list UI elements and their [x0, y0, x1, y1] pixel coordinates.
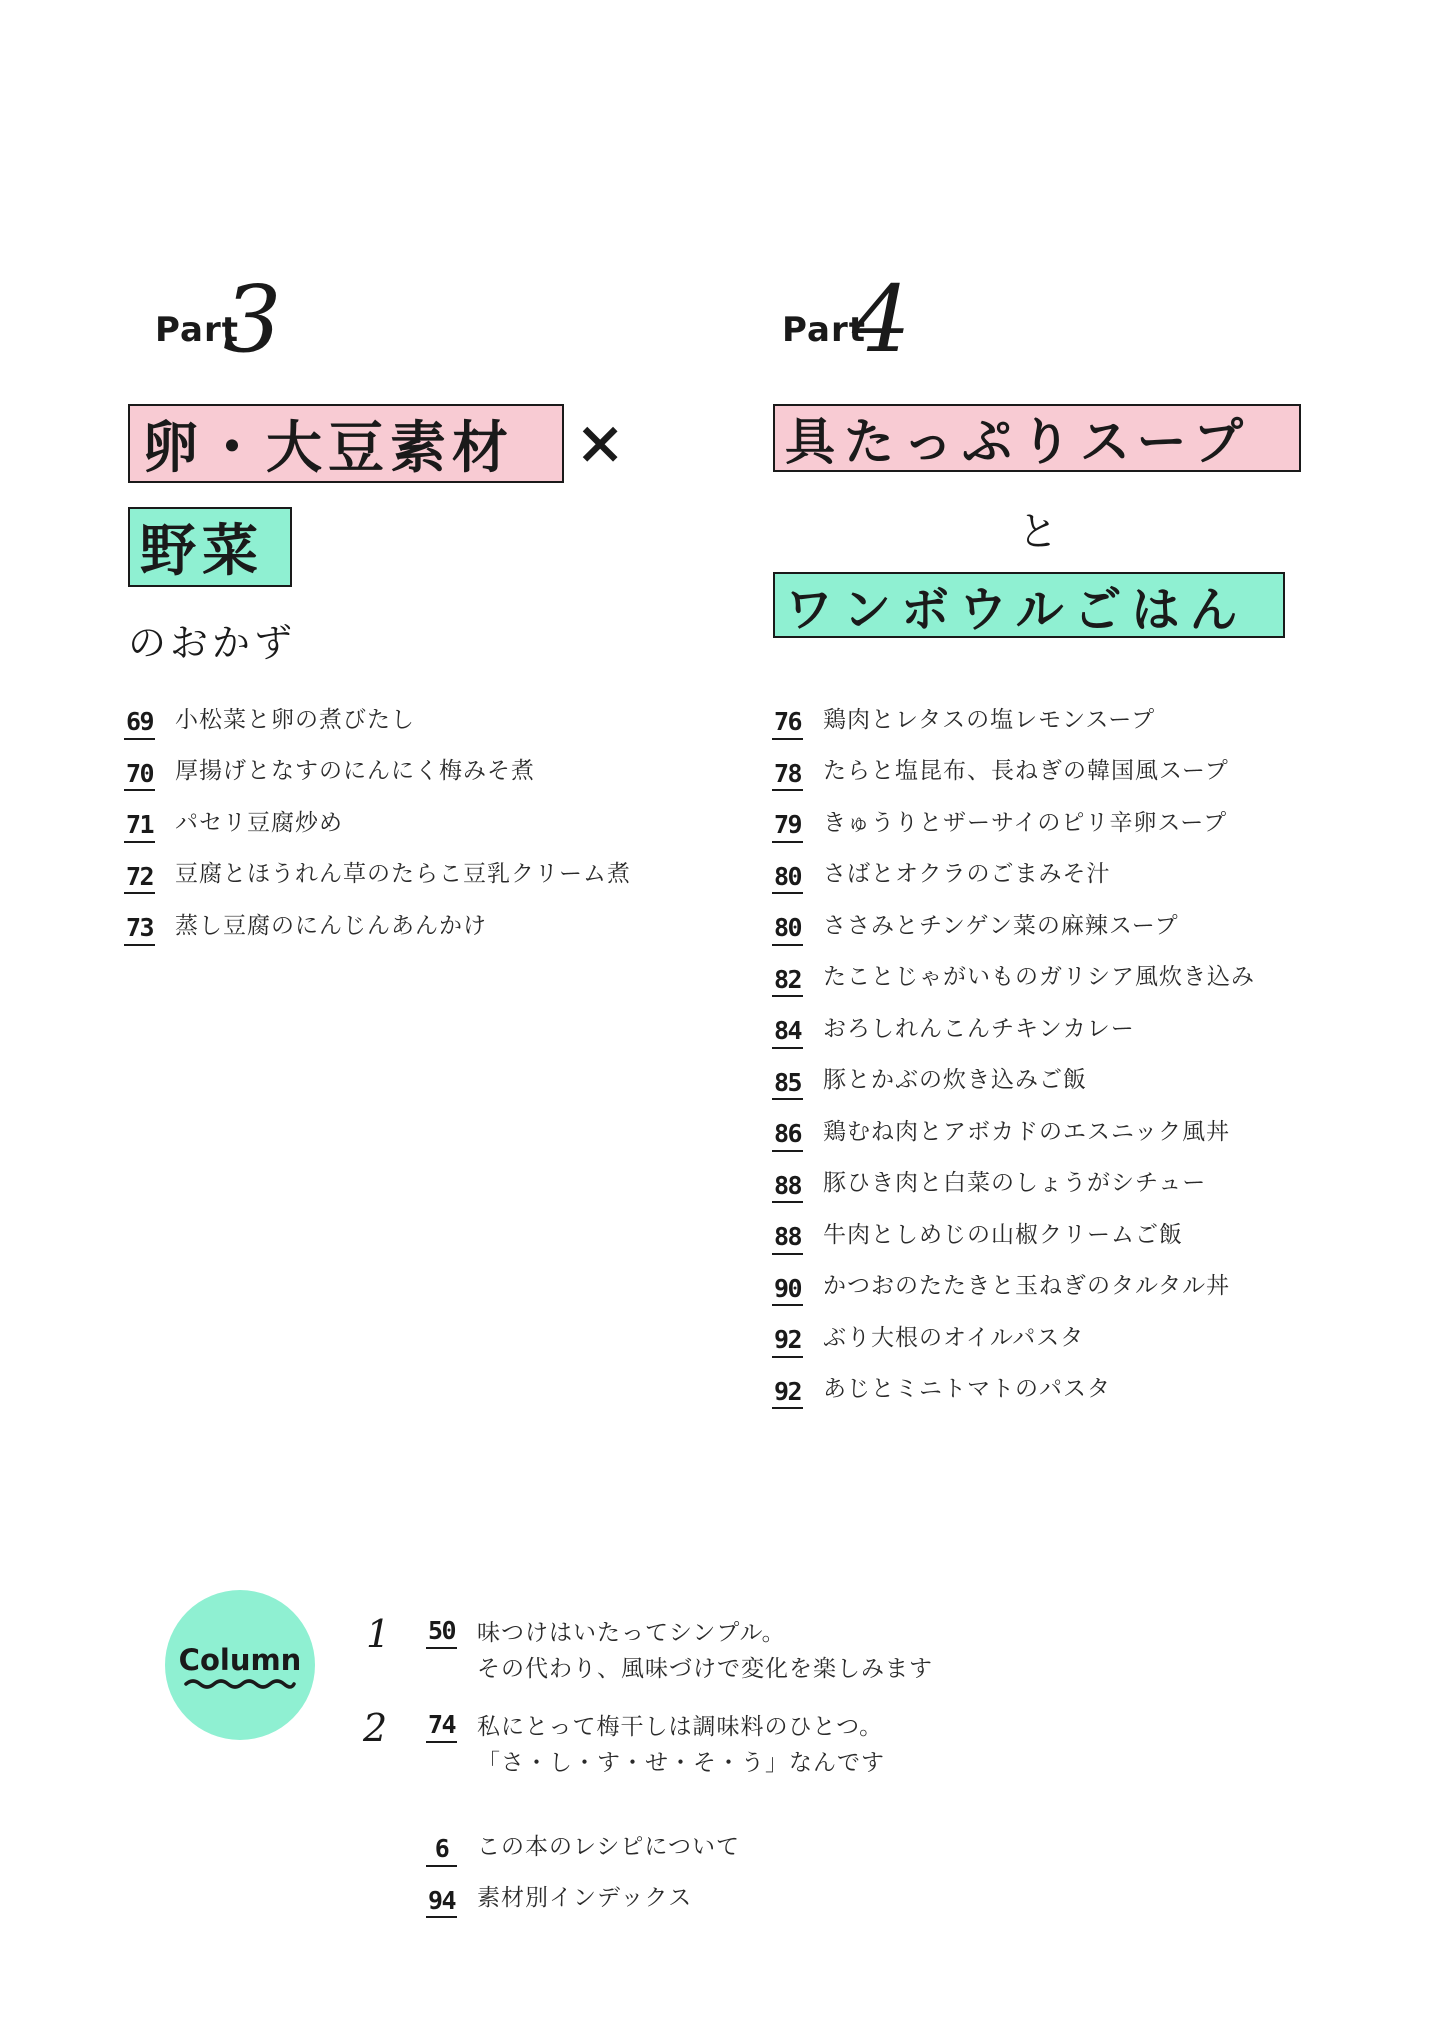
part3-label: Part: [155, 310, 239, 350]
page-number: 88: [772, 1223, 803, 1255]
page-number: 80: [772, 914, 803, 946]
section-title: 素材別インデックス: [477, 1885, 693, 1911]
part4-number: 4: [852, 266, 911, 373]
part4-title-box2: [773, 572, 1285, 638]
list-item[interactable]: [124, 894, 631, 946]
list-item[interactable]: [772, 843, 1255, 895]
part4-recipe-list: [772, 688, 1255, 1409]
list-item[interactable]: [772, 740, 1255, 792]
part3-header: [155, 266, 295, 378]
list-item[interactable]: [772, 946, 1255, 998]
part4-header: [782, 266, 922, 378]
recipe-title: パセリ豆腐炒め: [175, 809, 343, 836]
section-title: この本のレシピについて: [477, 1833, 740, 1860]
list-item[interactable]: [772, 1203, 1255, 1255]
recipe-title: かつおのたたきと玉ねぎのタルタル丼: [823, 1273, 1231, 1299]
page-number: 72: [124, 863, 155, 895]
part3-number: 3: [223, 266, 282, 373]
page-number: 70: [124, 760, 155, 792]
column-entry-1-number: 1: [366, 1612, 391, 1656]
recipe-title: さばとオクラのごまみそ汁: [823, 861, 1111, 887]
list-item[interactable]: [124, 843, 631, 895]
page-number: 88: [772, 1172, 803, 1204]
list-item[interactable]: [772, 688, 1255, 740]
list-item[interactable]: [772, 1358, 1255, 1410]
part3-title-box1: [128, 404, 564, 483]
part3-title-box1-text: 卵・大豆素材: [142, 414, 514, 481]
list-item[interactable]: [772, 1100, 1255, 1152]
part4-connector: と: [1018, 509, 1058, 555]
part3-recipe-list: [124, 688, 631, 946]
page-number: 92: [772, 1378, 803, 1410]
page-number: 71: [124, 811, 155, 843]
recipe-title: ささみとチンゲン菜の麻辣スープ: [823, 912, 1179, 939]
list-item[interactable]: [772, 1306, 1255, 1358]
page-number: 94: [426, 1887, 457, 1919]
page-number: 86: [772, 1120, 803, 1152]
list-item[interactable]: [426, 1815, 740, 1867]
page-number: 85: [772, 1069, 803, 1101]
recipe-title: 豆腐とほうれん草のたらこ豆乳クリーム煮: [175, 861, 631, 887]
page-number: 6: [426, 1835, 457, 1867]
page-number: 92: [772, 1326, 803, 1358]
column-entry-2[interactable]: [426, 1709, 885, 1781]
page-number: 78: [772, 760, 803, 792]
recipe-title: 小松菜と卵の煮びたし: [175, 706, 415, 733]
list-item[interactable]: [772, 1255, 1255, 1307]
page-number: 84: [772, 1017, 803, 1049]
recipe-title: きゅうりとザーサイのピリ辛卵スープ: [823, 809, 1228, 836]
list-item[interactable]: [772, 1049, 1255, 1101]
recipe-title: 牛肉としめじの山椒クリームご飯: [823, 1221, 1183, 1248]
list-item[interactable]: [426, 1867, 740, 1919]
part4-title-box1-text: 具たっぷりスープ: [785, 412, 1252, 471]
recipe-title: 蒸し豆腐のにんじんあんかけ: [175, 912, 487, 939]
page-number: 79: [772, 811, 803, 843]
recipe-title: おろしれんこんチキンカレー: [823, 1015, 1135, 1042]
list-item[interactable]: [772, 894, 1255, 946]
recipe-title: 豚ひき肉と白菜のしょうがシチュー: [823, 1170, 1207, 1196]
page-number: 82: [772, 966, 803, 998]
column-entry-line: 「さ・し・す・せ・そ・う」なんです: [477, 1750, 885, 1776]
column-entry-2-text: [477, 1709, 885, 1781]
column-badge: [165, 1590, 315, 1740]
list-item[interactable]: [772, 997, 1255, 1049]
list-item[interactable]: [124, 688, 631, 740]
part4-label: Part: [782, 310, 866, 350]
page-number: 74: [426, 1711, 457, 1743]
page-number: 50: [426, 1617, 457, 1649]
part3-title-box2-text: 野菜: [140, 518, 264, 584]
column-entry-1-text: [477, 1615, 933, 1687]
column-entry-2-number: 2: [363, 1706, 388, 1750]
column-entry-line: 私にとって梅干しは調味料のひとつ。: [477, 1714, 884, 1740]
column-entry-line: その代わり、風味づけで変化を楽しみます: [477, 1656, 933, 1682]
recipe-title: 豚とかぶの炊き込みご飯: [823, 1067, 1087, 1093]
recipe-title: たらと塩昆布、長ねぎの韓国風スープ: [823, 758, 1229, 784]
column-badge-label: Column: [178, 1643, 302, 1677]
recipe-title: たことじゃがいものガリシア風炊き込み: [823, 964, 1255, 990]
part3-suffix: のおかず: [128, 621, 297, 665]
list-item[interactable]: [772, 1152, 1255, 1204]
list-item[interactable]: [124, 740, 631, 792]
wave-underline-icon: [184, 1677, 296, 1691]
page-number: 90: [772, 1275, 803, 1307]
recipe-title: 鶏むね肉とアボカドのエスニック風丼: [823, 1118, 1231, 1145]
column-entry-line: 味つけはいたってシンプル。: [477, 1620, 786, 1646]
recipe-title: 鶏肉とレタスの塩レモンスープ: [823, 706, 1156, 733]
recipe-title: ぶり大根のオイルパスタ: [823, 1324, 1085, 1351]
extras-list: [426, 1815, 740, 1918]
column-entry-1[interactable]: [426, 1615, 933, 1687]
list-item[interactable]: [772, 791, 1255, 843]
part3-times-sign: ×: [575, 408, 626, 478]
recipe-title: あじとミニトマトのパスタ: [823, 1376, 1111, 1402]
page-number: 69: [124, 708, 155, 740]
part4-title-box1: [773, 404, 1301, 472]
part3-title-box2: [128, 507, 292, 587]
page-number: 80: [772, 863, 803, 895]
list-item[interactable]: [124, 791, 631, 843]
part4-title-box2-text: ワンボウルごはん: [785, 581, 1248, 638]
page-number: 76: [772, 708, 803, 740]
recipe-title: 厚揚げとなすのにんにく梅みそ煮: [175, 758, 535, 784]
page-number: 73: [124, 914, 155, 946]
